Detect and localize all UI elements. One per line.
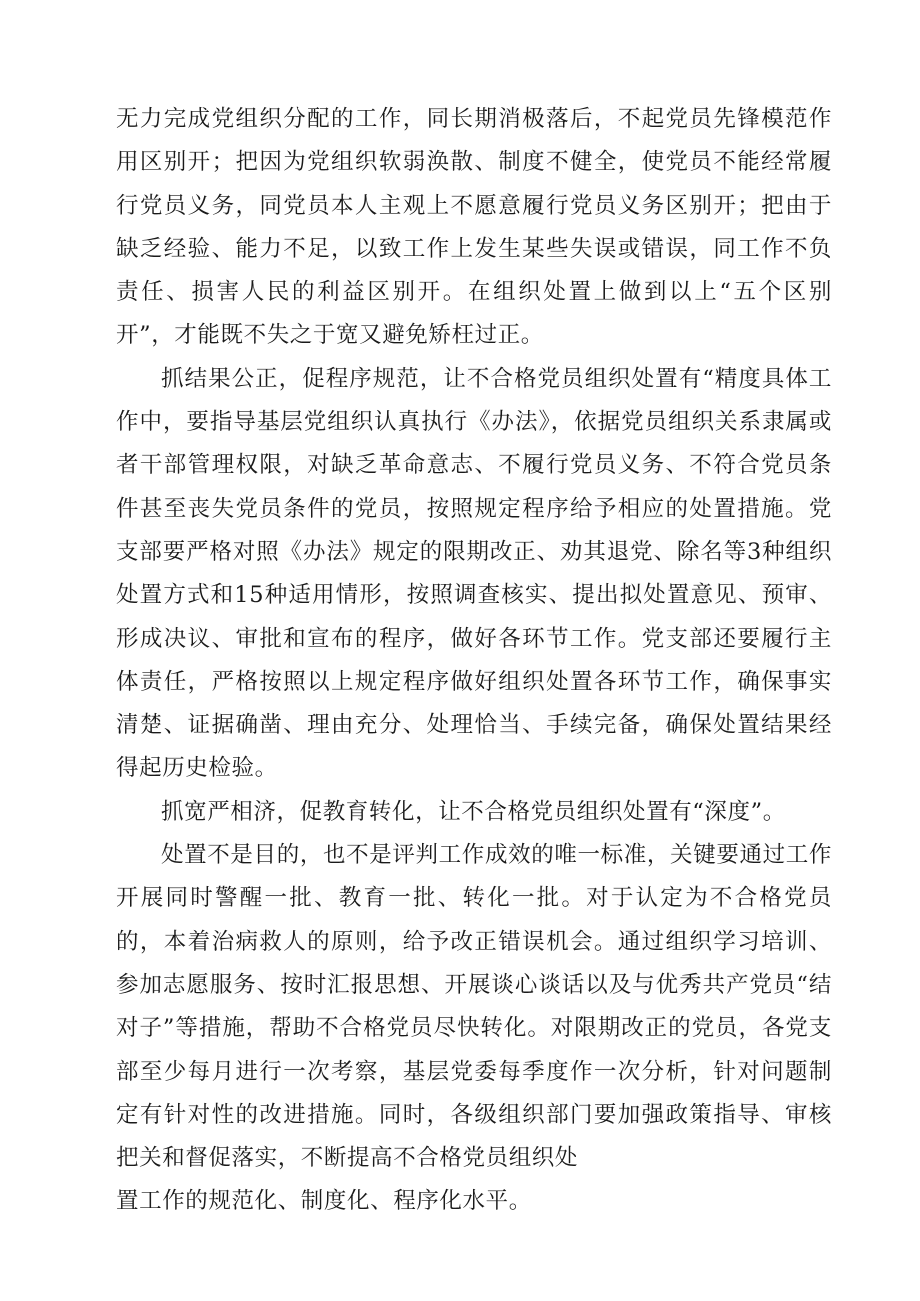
paragraph-closing-line: 置工作的规范化、制度化、程序化水平。 (116, 1188, 532, 1215)
document-body (116, 98, 832, 1224)
paragraph-five-distinctions: 无力完成党组织分配的工作，同长期消极落后，不起党员先锋模范作用区别开；把因为党组织软弱涣散、制度不健全，使党员不能经常履行党员义务，同党员本人主观上不愿意履行党员义务区别开；把由于缺乏经验、能力不足，以致工作上发生某些失误或错误，同工作不负责任、损害人民的利益区别开。在组织处置上做到以上“五个区别开”，才能既不失之于宽又避免矫枉过正。 (116, 106, 832, 349)
paragraph-heading-education: 抓宽严相济，促教育转化，让不合格党员组织处置有“深度”。 (161, 798, 786, 825)
paragraph-procedure-standards: 抓结果公正，促程序规范，让不合格党员组织处置有“精度具体工作中，要指导基层党组织认真执行《办法》，依据党员组织关系隶属或者干部管理权限，对缺乏革命意志、不履行党员义务、不符合党员条件甚至丧失党员条件的党员，按照规定程序给予相应的处置措施。党支部要严格对照《办法》规定的限期改正、劝其退党、除名等3种组织处置方式和15种适用情形，按照调查核实、提出拟处置意见、预审、形成决议、审批和宣布的程序，做好各环节工作。党支部还要履行主体责任，严格按照以上规定程序做好组织处置各环节工作，确保事实清楚、证据确凿、理由充分、处理恰当、手续完备，确保处置结果经得起历史检验。 (116, 365, 832, 782)
paragraph-education-transformation: 处置不是目的，也不是评判工作成效的唯一标准，关键要通过工作开展同时警醒一批、教育一批、转化一批。对于认定为不合格党员的，本着治病救人的原则，给予改正错误机会。通过组织学习培训、参加志愿服务、按时汇报思想、开展谈心谈话以及与优秀共产党员“结对子”等措施，帮助不合格党员尽快转化。对限期改正的党员，各党支部至少每月进行一次考察，基层党委每季度作一次分析，针对问题制定有针对性的改进措施。同时，各级组织部门要加强政策指导、审核把关和督促落实，不断提高不合格党员组织处 (116, 842, 832, 1172)
